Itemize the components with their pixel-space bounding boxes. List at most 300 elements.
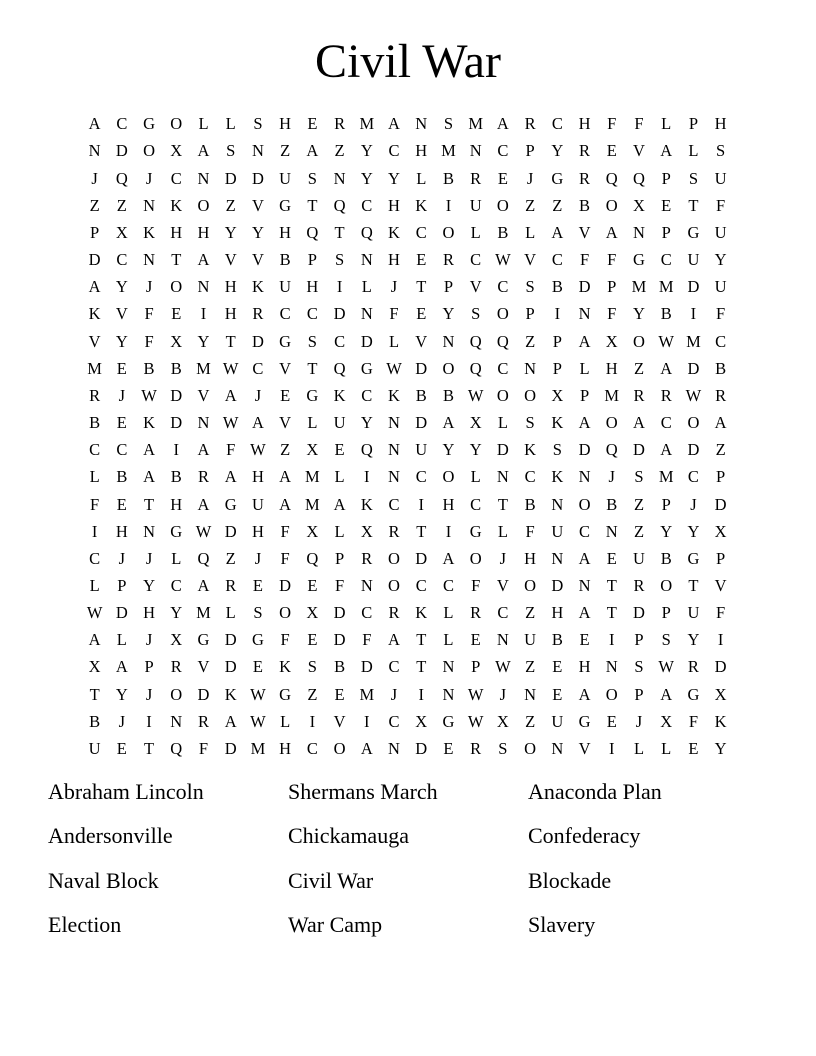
grid-letter: C	[252, 358, 264, 378]
grid-letter: F	[607, 250, 617, 270]
grid-letter: R	[442, 250, 454, 270]
grid-letter: H	[415, 141, 428, 161]
grid-letter: M	[196, 358, 211, 378]
grid-letter: J	[254, 548, 262, 568]
word-list-item: Andersonville	[48, 823, 173, 849]
grid-letter: N	[360, 304, 373, 324]
grid-letter: O	[524, 738, 537, 758]
grid-letter: N	[578, 304, 591, 324]
grid-letter: C	[415, 575, 427, 595]
grid-letter: S	[661, 630, 671, 650]
grid-letter: N	[197, 413, 210, 433]
grid-letter: J	[145, 168, 153, 188]
grid-letter: A	[660, 358, 673, 378]
grid-letter: W	[250, 684, 266, 704]
grid-letter: I	[364, 711, 370, 731]
grid-letter: N	[143, 521, 155, 541]
grid-letter: F	[280, 548, 290, 568]
grid-letter: N	[197, 168, 210, 188]
grid-letter: N	[605, 521, 618, 541]
grid-letter: F	[607, 114, 617, 134]
grid-letter: C	[279, 304, 291, 324]
grid-letter: H	[578, 657, 591, 677]
grid-letter: B	[442, 168, 454, 188]
word-list-item: Civil War	[288, 867, 374, 893]
grid-letter: U	[687, 603, 700, 623]
grid-letter: K	[524, 440, 537, 460]
grid-letter: S	[498, 738, 508, 758]
grid-letter: D	[415, 548, 428, 568]
grid-letter: A	[605, 222, 618, 242]
grid-letter: S	[525, 277, 535, 297]
grid-letter: D	[115, 141, 128, 161]
grid-letter: W	[386, 358, 402, 378]
grid-letter: D	[333, 304, 346, 324]
grid-letter: A	[360, 738, 373, 758]
grid-letter: K	[415, 603, 428, 623]
grid-letter: I	[418, 684, 424, 704]
grid-letter: T	[688, 575, 699, 595]
grid-letter: R	[388, 603, 400, 623]
grid-letter: G	[687, 222, 700, 242]
grid-letter: L	[661, 738, 672, 758]
grid-letter: F	[334, 575, 345, 595]
grid-letter: T	[416, 657, 427, 677]
grid-letter: X	[170, 331, 183, 351]
grid-letter: K	[333, 385, 346, 405]
grid-letter: Q	[469, 331, 482, 351]
grid-letter: T	[416, 521, 427, 541]
grid-letter: C	[116, 114, 128, 134]
grid-letter: Q	[306, 222, 319, 242]
grid-letter: B	[170, 358, 182, 378]
grid-letter: I	[173, 440, 180, 460]
grid-letter: T	[606, 575, 617, 595]
grid-letter: Y	[360, 141, 373, 161]
grid-letter: G	[687, 548, 700, 568]
grid-letter: X	[306, 440, 319, 460]
grid-letter: D	[687, 440, 700, 460]
grid-letter: W	[658, 657, 674, 677]
grid-letter: C	[170, 168, 182, 188]
grid-letter: Z	[633, 494, 645, 514]
grid-letter: B	[579, 195, 591, 215]
grid-letter: O	[469, 548, 482, 568]
grid-letter: X	[115, 222, 128, 242]
grid-letter: V	[333, 711, 346, 731]
grid-letter: V	[415, 331, 428, 351]
grid-letter: D	[415, 738, 428, 758]
grid-letter: C	[660, 250, 672, 270]
grid-letter: F	[716, 603, 726, 623]
grid-letter: M	[359, 684, 375, 704]
grid-letter: D	[170, 385, 183, 405]
grid-letter: H	[279, 222, 292, 242]
grid-letter: R	[89, 385, 101, 405]
grid-letter: R	[633, 575, 645, 595]
grid-letter: N	[551, 738, 564, 758]
grid-letter: O	[605, 413, 618, 433]
grid-letter: H	[115, 521, 128, 541]
grid-letter: C	[116, 440, 128, 460]
grid-letter: N	[442, 657, 455, 677]
grid-letter: D	[714, 657, 727, 677]
grid-letter: A	[578, 413, 591, 433]
grid-letter: V	[251, 250, 264, 270]
grid-letter: A	[197, 440, 210, 460]
grid-letter: I	[717, 630, 724, 650]
grid-letter: K	[415, 195, 428, 215]
grid-letter: U	[279, 168, 292, 188]
grid-letter: O	[442, 358, 455, 378]
grid-letter: G	[143, 114, 155, 134]
grid-letter: A	[88, 114, 101, 134]
grid-letter: U	[633, 548, 645, 568]
grid-letter: A	[224, 467, 237, 487]
grid-letter: G	[469, 521, 482, 541]
grid-letter: L	[470, 467, 481, 487]
grid-letter: S	[443, 114, 454, 134]
grid-letter: L	[388, 331, 400, 351]
grid-letter: F	[280, 521, 290, 541]
grid-letter: C	[497, 141, 509, 161]
grid-letter: H	[170, 222, 183, 242]
grid-letter: L	[579, 358, 590, 378]
grid-letter: V	[714, 575, 727, 595]
grid-letter: Q	[360, 222, 373, 242]
grid-letter: T	[416, 630, 427, 650]
grid-letter: K	[360, 494, 373, 514]
grid-letter: Y	[143, 575, 155, 595]
grid-letter: I	[418, 494, 424, 514]
grid-letter: W	[86, 603, 103, 623]
grid-letter: L	[497, 413, 508, 433]
grid-letter: Z	[225, 195, 236, 215]
grid-letter: F	[716, 304, 726, 324]
grid-letter: L	[361, 277, 372, 297]
grid-letter: A	[388, 114, 400, 134]
grid-letter: O	[170, 277, 183, 297]
grid-letter: A	[279, 467, 292, 487]
grid-letter: W	[467, 684, 484, 704]
grid-letter: L	[198, 114, 209, 134]
grid-letter: N	[469, 141, 482, 161]
grid-letter: N	[442, 684, 455, 704]
grid-letter: T	[89, 684, 100, 704]
grid-letter: H	[143, 603, 155, 623]
grid-letter: W	[495, 657, 511, 677]
grid-letter: V	[524, 250, 537, 270]
grid-letter: C	[89, 440, 101, 460]
grid-letter: A	[197, 575, 210, 595]
grid-letter: Z	[552, 195, 563, 215]
word-list-item: War Camp	[288, 912, 383, 938]
grid-letter: Z	[633, 358, 645, 378]
grid-letter: B	[715, 358, 727, 378]
grid-letter: N	[605, 657, 618, 677]
grid-letter: M	[250, 738, 266, 758]
grid-letter: Y	[388, 168, 400, 188]
grid-letter: Q	[633, 168, 645, 188]
grid-letter: P	[117, 575, 127, 595]
grid-letter: U	[415, 440, 428, 460]
grid-letter: E	[307, 630, 318, 650]
grid-letter: E	[116, 738, 127, 758]
grid-letter: K	[388, 385, 400, 405]
grid-letter: H	[388, 195, 400, 215]
grid-letter: D	[224, 657, 237, 677]
grid-letter: C	[361, 385, 373, 405]
grid-letter: J	[118, 548, 126, 568]
grid-letter: Z	[525, 195, 536, 215]
grid-letter: I	[609, 738, 615, 758]
grid-letter: E	[416, 250, 427, 270]
grid-letter: H	[442, 494, 455, 514]
grid-letter: X	[496, 711, 509, 731]
grid-letter: V	[88, 331, 101, 351]
grid-letter: R	[524, 114, 536, 134]
grid-letter: M	[631, 277, 647, 297]
grid-letter: B	[143, 358, 155, 378]
grid-letter: K	[279, 657, 292, 677]
grid-letter: L	[688, 141, 699, 161]
grid-letter: U	[687, 250, 700, 270]
word-list-item: Shermans March	[288, 779, 438, 804]
grid-letter: X	[306, 521, 319, 541]
grid-letter: N	[415, 114, 428, 134]
grid-letter: G	[170, 521, 183, 541]
grid-letter: N	[524, 358, 537, 378]
grid-letter: Y	[714, 250, 727, 270]
grid-letter: P	[716, 548, 726, 568]
grid-letter: M	[196, 603, 211, 623]
grid-letter: D	[333, 603, 346, 623]
grid-letter: A	[551, 222, 564, 242]
grid-letter: Y	[360, 413, 373, 433]
grid-letter: B	[89, 711, 101, 731]
grid-letter: D	[633, 603, 645, 623]
grid-letter: L	[525, 222, 536, 242]
grid-letter: U	[469, 195, 482, 215]
grid-letter: A	[251, 413, 264, 433]
grid-letter: C	[306, 304, 318, 324]
grid-letter: T	[416, 277, 427, 297]
grid-letter: Z	[525, 603, 536, 623]
grid-letter: D	[224, 630, 237, 650]
word-list-item: Confederacy	[528, 823, 641, 849]
grid-letter: I	[690, 304, 697, 324]
grid-letter: A	[224, 711, 237, 731]
grid-letter: V	[279, 413, 292, 433]
grid-letter: N	[143, 250, 155, 270]
grid-letter: E	[116, 494, 127, 514]
grid-letter: E	[606, 548, 617, 568]
grid-letter: F	[226, 440, 236, 460]
grid-letter: P	[634, 684, 644, 704]
grid-letter: D	[415, 413, 428, 433]
grid-letter: N	[388, 738, 400, 758]
grid-letter: E	[307, 575, 318, 595]
grid-letter: N	[388, 413, 400, 433]
grid-letter: O	[605, 195, 618, 215]
grid-letter: N	[251, 141, 264, 161]
grid-letter: U	[551, 711, 564, 731]
grid-letter: C	[170, 575, 182, 595]
grid-letter: Z	[89, 195, 100, 215]
grid-letter: B	[606, 494, 618, 514]
grid-letter: C	[442, 575, 454, 595]
grid-letter: E	[416, 304, 427, 324]
grid-letter: M	[305, 467, 320, 487]
grid-letter: E	[116, 358, 127, 378]
grid-letter: O	[660, 575, 673, 595]
grid-letter: H	[605, 358, 618, 378]
grid-letter: B	[524, 494, 536, 514]
grid-letter: U	[88, 738, 101, 758]
grid-letter: T	[307, 358, 318, 378]
grid-letter: L	[280, 711, 291, 731]
grid-letter: E	[443, 738, 454, 758]
grid-letter: C	[470, 250, 482, 270]
grid-letter: G	[279, 331, 292, 351]
grid-letter: M	[468, 114, 483, 134]
grid-letter: I	[91, 521, 98, 541]
grid-letter: B	[551, 277, 563, 297]
grid-letter: P	[525, 141, 535, 161]
grid-letter: H	[714, 114, 727, 134]
grid-letter: F	[280, 630, 290, 650]
grid-letter: Q	[496, 331, 509, 351]
grid-letter: R	[334, 114, 346, 134]
grid-letter: Y	[633, 304, 645, 324]
grid-letter: N	[551, 548, 564, 568]
grid-letter: E	[307, 114, 318, 134]
grid-letter: D	[415, 358, 428, 378]
grid-letter: L	[307, 413, 318, 433]
grid-letter: C	[415, 467, 427, 487]
grid-letter: N	[388, 467, 400, 487]
grid-letter: R	[715, 385, 727, 405]
grid-letter: B	[116, 467, 128, 487]
grid-letter: F	[579, 250, 590, 270]
grid-letter: Z	[334, 141, 345, 161]
grid-letter: S	[307, 657, 317, 677]
grid-letter: P	[688, 114, 699, 134]
grid-letter: E	[252, 657, 263, 677]
grid-letter: X	[306, 603, 319, 623]
grid-letter: X	[360, 521, 373, 541]
grid-letter: W	[250, 711, 266, 731]
grid-letter: W	[467, 385, 484, 405]
grid-letter: H	[224, 304, 237, 324]
grid-letter: J	[118, 711, 126, 731]
grid-letter: N	[333, 168, 346, 188]
grid-letter: O	[333, 738, 346, 758]
grid-letter: A	[88, 630, 101, 650]
grid-letter: L	[89, 467, 100, 487]
grid-letter: J	[499, 684, 507, 704]
grid-letter: O	[687, 413, 700, 433]
grid-letter: S	[634, 467, 644, 487]
grid-letter: A	[442, 548, 455, 568]
grid-letter: P	[307, 250, 317, 270]
word-list-item: Anaconda Plan	[528, 779, 662, 804]
grid-letter: I	[554, 304, 561, 324]
grid-letter: L	[416, 168, 427, 188]
grid-letter: O	[170, 114, 183, 134]
grid-letter: C	[524, 467, 536, 487]
grid-letter: Y	[660, 521, 673, 541]
grid-letter: N	[578, 575, 591, 595]
grid-letter: M	[658, 467, 674, 487]
grid-letter: Y	[442, 440, 455, 460]
grid-letter: K	[714, 711, 727, 731]
grid-letter: X	[551, 385, 564, 405]
grid-letter: A	[224, 385, 237, 405]
grid-letter: F	[144, 331, 154, 351]
letter-grid	[81, 111, 734, 763]
grid-letter: O	[442, 467, 455, 487]
grid-letter: N	[633, 222, 645, 242]
grid-letter: D	[551, 575, 564, 595]
grid-letter: B	[660, 548, 672, 568]
grid-letter: E	[497, 168, 508, 188]
grid-letter: Q	[469, 358, 482, 378]
grid-letter: N	[360, 250, 373, 270]
grid-letter: Z	[280, 141, 291, 161]
grid-letter: F	[362, 630, 372, 650]
grid-letter: C	[388, 494, 400, 514]
grid-letter: S	[471, 304, 481, 324]
grid-letter: Z	[116, 195, 127, 215]
grid-letter: M	[441, 141, 456, 161]
grid-letter: J	[608, 467, 615, 487]
grid-letter: X	[88, 657, 101, 677]
grid-letter: M	[604, 385, 620, 405]
grid-letter: N	[496, 467, 509, 487]
word-list-item: Election	[48, 912, 122, 938]
grid-letter: O	[442, 222, 455, 242]
grid-letter: C	[361, 195, 373, 215]
grid-letter: G	[687, 684, 700, 704]
grid-letter: W	[195, 521, 212, 541]
grid-letter: F	[144, 304, 154, 324]
grid-letter: D	[251, 168, 264, 188]
grid-letter: H	[551, 603, 564, 623]
grid-letter: G	[224, 494, 237, 514]
grid-letter: I	[609, 630, 615, 650]
grid-letter: O	[496, 195, 509, 215]
grid-letter: C	[116, 250, 128, 270]
grid-letter: K	[143, 413, 155, 433]
grid-letter: I	[309, 711, 316, 731]
grid-letter: C	[497, 277, 509, 297]
grid-letter: L	[334, 521, 345, 541]
grid-letter: H	[170, 494, 183, 514]
grid-letter: Z	[307, 684, 318, 704]
grid-letter: X	[660, 711, 673, 731]
grid-letter: J	[690, 494, 697, 514]
grid-letter: R	[579, 141, 591, 161]
grid-letter: P	[716, 467, 726, 487]
grid-letter: D	[224, 168, 237, 188]
grid-letter: V	[197, 385, 210, 405]
grid-letter: P	[607, 277, 617, 297]
grid-letter: I	[200, 304, 207, 324]
grid-letter: E	[606, 711, 617, 731]
grid-letter: C	[551, 114, 563, 134]
grid-letter: W	[467, 711, 484, 731]
